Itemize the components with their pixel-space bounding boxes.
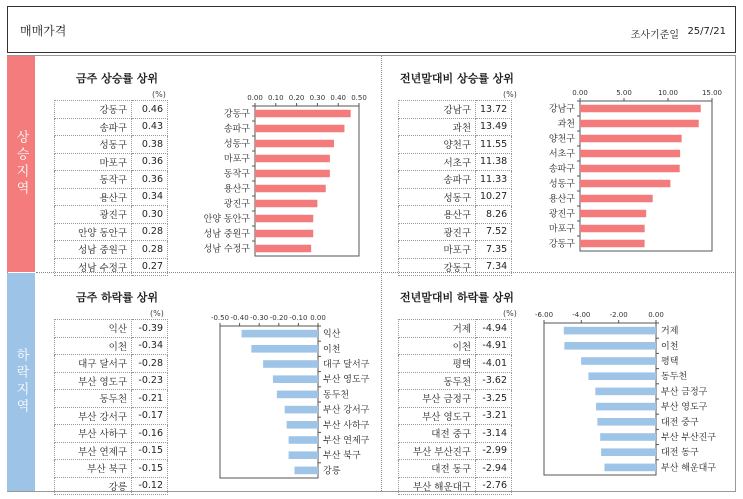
- region-value: -0.34: [132, 337, 168, 355]
- table-row: [55, 320, 168, 338]
- x-tick-label: -0.50: [210, 314, 230, 322]
- x-tick-label: 0.00: [310, 314, 326, 322]
- category-label: 부산 영도구: [323, 375, 370, 386]
- table-row: [55, 390, 168, 408]
- bar-chart-weekly-rise: [183, 90, 378, 262]
- table-row: [55, 118, 168, 136]
- table-row: [399, 460, 512, 478]
- region-name: 이천: [55, 337, 132, 355]
- category-label: 용산구: [223, 184, 250, 195]
- x-tick-label: 0.00: [572, 89, 588, 97]
- table-row: [399, 372, 512, 390]
- region-name: 광진구: [399, 223, 476, 241]
- bar: [580, 225, 645, 233]
- x-tick-label: -2.00: [609, 311, 628, 319]
- region-value: 13.49: [476, 118, 512, 136]
- category-label: 마포구: [223, 154, 250, 165]
- category-label: 성동구: [548, 179, 575, 190]
- category-label: 동두천: [661, 372, 688, 383]
- region-value: -3.25: [476, 390, 512, 408]
- category-label: 송파구: [548, 164, 575, 175]
- survey-date-label: 조사기준일: [630, 30, 679, 41]
- region-value: 7.52: [476, 223, 512, 241]
- category-label: 강릉: [323, 466, 341, 477]
- bar: [596, 403, 656, 411]
- region-value: -3.62: [476, 372, 512, 390]
- category-label: 부산 영도구: [661, 402, 708, 413]
- bar: [255, 245, 311, 253]
- rise-section-label: 상승지역: [7, 56, 35, 272]
- x-tick-label: 0.20: [288, 94, 305, 102]
- region-name: 양천구: [399, 136, 476, 154]
- region-name: 동두천: [399, 372, 476, 390]
- category-label: 이천: [323, 344, 341, 355]
- bar: [580, 150, 680, 158]
- bar: [287, 421, 318, 429]
- region-name: 광진구: [55, 206, 132, 224]
- region-value: -0.15: [132, 460, 168, 478]
- table-row: [399, 241, 512, 259]
- region-name: 대구 달서구: [55, 355, 132, 373]
- bar: [255, 230, 313, 238]
- bar: [580, 180, 670, 188]
- table-row: [55, 442, 168, 460]
- category-label: 평택: [661, 357, 679, 367]
- region-value: -0.21: [132, 390, 168, 408]
- region-name: 부산 해운대구: [399, 477, 476, 495]
- region-value: -0.23: [132, 372, 168, 390]
- table-row: [399, 101, 512, 119]
- region-value: 8.26: [476, 206, 512, 224]
- bar-chart-weekly-fall: [180, 314, 380, 486]
- x-tick-label: 0.00: [247, 94, 263, 102]
- bar-chart-ytd-fall: [532, 309, 732, 481]
- table-row: [55, 171, 168, 189]
- x-tick-label: 0.10: [268, 94, 284, 102]
- bar-chart-ytd-rise: [524, 85, 724, 257]
- bar: [255, 155, 330, 163]
- bar: [604, 464, 656, 472]
- x-tick-label: 0.30: [309, 94, 326, 102]
- bar: [597, 418, 656, 426]
- panel-title-weekly-fall: 금주 하락률 상위: [76, 291, 159, 304]
- bar: [255, 110, 351, 118]
- table-row: [399, 477, 512, 495]
- region-name: 과천: [399, 118, 476, 136]
- region-value: 0.46: [132, 101, 168, 119]
- category-label: 마포구: [548, 224, 575, 235]
- region-value: 0.38: [132, 136, 168, 154]
- category-label: 거제: [661, 326, 679, 337]
- bar: [289, 451, 318, 459]
- region-name: 동두천: [55, 390, 132, 408]
- header: [7, 6, 736, 53]
- region-name: 성남 중원구: [55, 241, 132, 259]
- bar: [255, 125, 344, 133]
- region-name: 용산구: [55, 188, 132, 206]
- category-label: 광진구: [548, 209, 575, 220]
- rank-table-ytd-rise: [398, 100, 512, 276]
- region-name: 부산 연제구: [55, 442, 132, 460]
- unit-ytd-rise: (%): [503, 90, 517, 99]
- bar: [255, 200, 317, 208]
- region-value: -4.94: [476, 320, 512, 338]
- table-row: [399, 118, 512, 136]
- category-label: 동두천: [323, 390, 350, 401]
- category-label: 대전 중구: [661, 417, 699, 428]
- x-tick-label: 15.00: [701, 89, 723, 97]
- rank-table-weekly-rise: [54, 100, 168, 276]
- panel-title-ytd-rise: 전년말대비 상승률 상위: [400, 72, 514, 85]
- region-value: -2.76: [476, 477, 512, 495]
- x-tick-label: -0.20: [269, 314, 288, 322]
- region-name: 송파구: [55, 118, 132, 136]
- region-value: -4.01: [476, 355, 512, 373]
- table-row: [55, 188, 168, 206]
- region-name: 이천: [399, 337, 476, 355]
- category-label: 안양 동안구: [203, 214, 250, 225]
- panel-title-ytd-fall: 전년말대비 하락률 상위: [400, 291, 514, 304]
- x-tick-label: -6.00: [534, 311, 554, 319]
- x-tick-label: -0.10: [289, 314, 308, 322]
- region-value: 0.28: [132, 223, 168, 241]
- table-row: [55, 407, 168, 425]
- table-row: [55, 258, 168, 276]
- region-value: 10.27: [476, 188, 512, 206]
- category-label: 대전 동구: [661, 448, 699, 459]
- region-name: 평택: [399, 355, 476, 373]
- category-label: 성동구: [223, 139, 250, 150]
- table-row: [55, 337, 168, 355]
- page-title: 매매가격: [20, 24, 67, 38]
- table-row: [399, 390, 512, 408]
- table-row: [399, 407, 512, 425]
- table-row: [399, 206, 512, 224]
- region-value: 0.30: [132, 206, 168, 224]
- category-label: 광진구: [223, 199, 250, 210]
- table-row: [399, 425, 512, 443]
- category-label: 과천: [557, 119, 575, 130]
- category-label: 성남 중원구: [203, 229, 250, 240]
- region-name: 마포구: [399, 241, 476, 259]
- bar: [580, 210, 646, 218]
- x-tick-label: 0.00: [648, 311, 664, 319]
- table-row: [55, 136, 168, 154]
- category-label: 강남구: [548, 104, 575, 115]
- region-value: -0.39: [132, 320, 168, 338]
- region-value: 11.33: [476, 171, 512, 189]
- unit-weekly-rise: (%): [152, 90, 166, 99]
- category-label: 서초구: [548, 149, 575, 160]
- category-label: 용산구: [548, 194, 575, 205]
- region-name: 부산 강서구: [55, 407, 132, 425]
- region-name: 안양 동안구: [55, 223, 132, 241]
- region-value: -0.15: [132, 442, 168, 460]
- bar: [277, 391, 318, 399]
- region-name: 부산 금정구: [399, 390, 476, 408]
- region-name: 강동구: [55, 101, 132, 119]
- bar: [251, 345, 318, 353]
- table-row: [399, 355, 512, 373]
- category-label: 이천: [661, 341, 679, 352]
- bar: [289, 436, 318, 444]
- bar: [294, 467, 318, 475]
- region-name: 거제: [399, 320, 476, 338]
- table-row: [399, 223, 512, 241]
- table-row: [55, 153, 168, 171]
- table-row: [55, 241, 168, 259]
- bar: [588, 372, 656, 380]
- bar: [273, 375, 318, 383]
- region-name: 동작구: [55, 171, 132, 189]
- unit-ytd-fall: (%): [503, 309, 517, 318]
- bar: [595, 388, 656, 396]
- x-tick-label: 10.00: [657, 89, 679, 97]
- category-label: 강동구: [548, 239, 575, 250]
- bar: [255, 140, 334, 148]
- bar: [263, 360, 318, 368]
- category-label: 대구 달서구: [323, 360, 370, 370]
- bar: [564, 327, 656, 335]
- table-row: [55, 355, 168, 373]
- region-name: 성남 수정구: [55, 258, 132, 276]
- region-value: 13.72: [476, 101, 512, 119]
- bar: [580, 120, 699, 128]
- table-row: [55, 101, 168, 119]
- bar: [242, 330, 318, 338]
- region-name: 부산 영도구: [399, 407, 476, 425]
- bar: [601, 448, 656, 456]
- bar: [580, 105, 701, 113]
- bar: [285, 406, 318, 414]
- bar: [564, 342, 656, 350]
- region-value: 7.35: [476, 241, 512, 259]
- region-name: 성동구: [55, 136, 132, 154]
- category-label: 부산 금정구: [661, 387, 708, 398]
- bar: [255, 170, 330, 178]
- table-row: [55, 477, 168, 495]
- region-name: 강남구: [399, 101, 476, 119]
- panel-title-weekly-rise: 금주 상승률 상위: [76, 72, 159, 85]
- region-name: 익산: [55, 320, 132, 338]
- fall-section-label: 하락지역: [7, 273, 35, 491]
- table-row: [399, 442, 512, 460]
- category-label: 동작구: [223, 169, 250, 180]
- table-row: [399, 188, 512, 206]
- category-label: 부산 연제구: [323, 436, 370, 446]
- region-name: 송파구: [399, 171, 476, 189]
- table-row: [55, 206, 168, 224]
- x-tick-label: -0.30: [250, 314, 269, 322]
- region-name: 부산 사하구: [55, 425, 132, 443]
- region-value: -3.14: [476, 425, 512, 443]
- column-divider: [381, 56, 382, 491]
- table-row: [399, 258, 512, 276]
- x-tick-label: 0.50: [351, 94, 367, 102]
- region-value: -4.91: [476, 337, 512, 355]
- table-row: [55, 223, 168, 241]
- region-value: -2.94: [476, 460, 512, 478]
- region-value: 11.55: [476, 136, 512, 154]
- bar: [581, 357, 656, 365]
- table-row: [55, 425, 168, 443]
- rank-table-ytd-fall: [398, 319, 512, 495]
- region-name: 마포구: [55, 153, 132, 171]
- region-name: 강동구: [399, 258, 476, 276]
- region-name: 서초구: [399, 153, 476, 171]
- region-value: 7.34: [476, 258, 512, 276]
- region-value: -2.99: [476, 442, 512, 460]
- table-row: [399, 337, 512, 355]
- x-tick-label: -4.00: [572, 311, 591, 319]
- region-name: 부산 영도구: [55, 372, 132, 390]
- category-label: 부산 강서구: [323, 405, 370, 416]
- region-value: 0.43: [132, 118, 168, 136]
- region-name: 용산구: [399, 206, 476, 224]
- bar: [255, 215, 313, 223]
- x-tick-label: 0.40: [330, 94, 346, 102]
- bar: [580, 165, 680, 173]
- region-name: 강릉: [55, 477, 132, 495]
- survey-date: 25/7/21: [687, 26, 726, 37]
- x-tick-label: 5.00: [616, 89, 632, 97]
- bar: [580, 195, 653, 203]
- category-label: 송파구: [223, 124, 250, 135]
- region-value: 0.27: [132, 258, 168, 276]
- rank-table-weekly-fall: [54, 319, 168, 495]
- region-name: 부산 부산진구: [399, 442, 476, 460]
- category-label: 양천구: [548, 134, 575, 145]
- x-tick-label: -0.40: [230, 314, 249, 322]
- table-row: [55, 372, 168, 390]
- region-name: 대전 중구: [399, 425, 476, 443]
- region-value: -0.17: [132, 407, 168, 425]
- unit-weekly-fall: (%): [150, 309, 164, 318]
- category-label: 강동구: [223, 109, 250, 120]
- table-row: [55, 460, 168, 478]
- region-value: 0.34: [132, 188, 168, 206]
- category-label: 익산: [323, 329, 341, 340]
- region-value: -3.21: [476, 407, 512, 425]
- region-name: 대전 동구: [399, 460, 476, 478]
- table-row: [399, 136, 512, 154]
- region-value: 11.38: [476, 153, 512, 171]
- table-row: [399, 153, 512, 171]
- table-row: [399, 320, 512, 338]
- region-name: 성동구: [399, 188, 476, 206]
- bar: [580, 240, 645, 248]
- bar: [600, 433, 656, 441]
- category-label: 부산 북구: [323, 451, 361, 462]
- region-value: 0.36: [132, 153, 168, 171]
- region-value: 0.36: [132, 171, 168, 189]
- bar: [255, 185, 326, 193]
- region-name: 부산 북구: [55, 460, 132, 478]
- bar: [580, 135, 682, 143]
- category-label: 성남 수정구: [203, 244, 250, 255]
- region-value: 0.28: [132, 241, 168, 259]
- category-label: 부산 해운대구: [661, 463, 717, 474]
- region-value: -0.12: [132, 477, 168, 495]
- region-value: -0.28: [132, 355, 168, 373]
- category-label: 부산 사하구: [323, 420, 370, 431]
- region-value: -0.16: [132, 425, 168, 443]
- category-label: 부산 부산진구: [661, 433, 717, 443]
- table-row: [399, 171, 512, 189]
